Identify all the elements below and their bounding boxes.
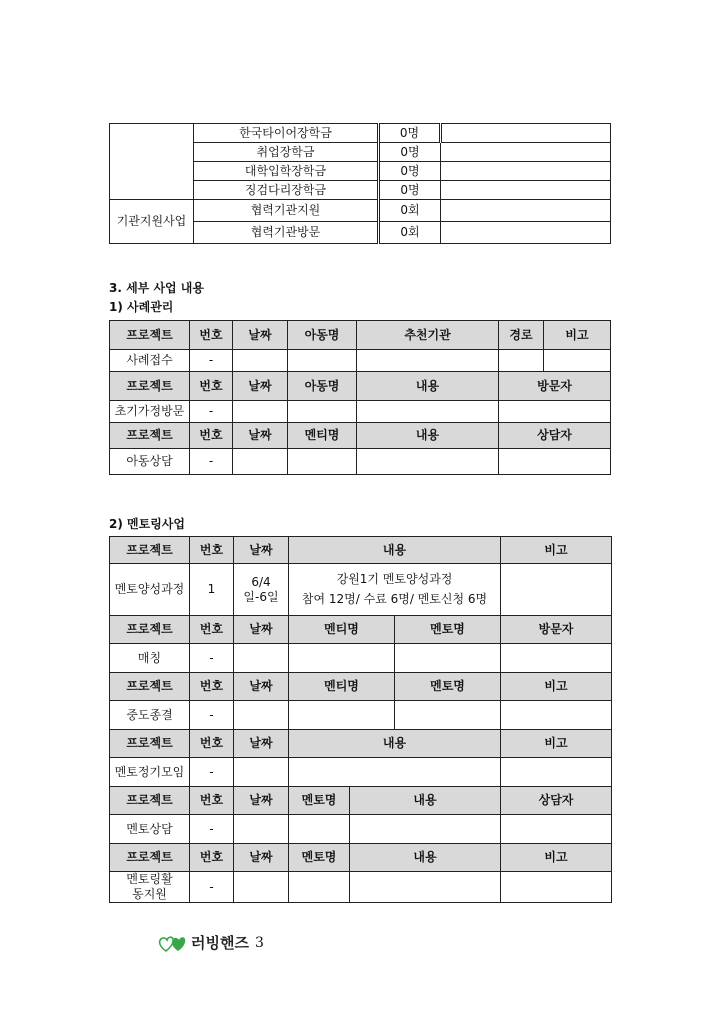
header-date: 날짜 [234, 730, 289, 758]
row-content [289, 564, 501, 616]
header-number: 번호 [190, 787, 234, 815]
row-project: 초기가정방문 [110, 401, 190, 423]
header-mentee-name: 멘티명 [289, 616, 395, 644]
row-number: 1 [190, 564, 234, 616]
header-content: 내용 [350, 844, 501, 872]
logo-text: 러빙핸즈 [191, 934, 249, 952]
header-counselor: 상담자 [501, 787, 612, 815]
header-date: 날짜 [234, 673, 289, 701]
row-name: 협력기관방문 [194, 222, 379, 244]
footer-logo [158, 932, 264, 953]
hands-logo-icon [158, 933, 188, 953]
section-3-title: 3. 세부 사업 내용 [109, 281, 204, 295]
header-mentor-name: 멘토명 [289, 844, 350, 872]
row-project: 멘토정기모임 [110, 758, 190, 787]
row-number: - [190, 350, 233, 372]
header-mentee-name: 멘티명 [289, 673, 395, 701]
row-name: 협력기관지원 [194, 200, 379, 222]
header-date: 날짜 [233, 321, 288, 350]
row-value: 0명 [379, 162, 441, 181]
case-management-table [109, 320, 611, 475]
header-referral: 추천기관 [357, 321, 499, 350]
header-number: 번호 [190, 423, 233, 449]
row-value: 0명 [379, 181, 441, 200]
row-number: - [190, 872, 234, 903]
row-project: 멘토상담 [110, 815, 190, 844]
row-number: - [190, 401, 233, 423]
header-child-name: 아동명 [288, 321, 357, 350]
row-project: 사례접수 [110, 350, 190, 372]
header-number: 번호 [190, 730, 234, 758]
header-content: 내용 [289, 730, 501, 758]
row-value: 0회 [379, 222, 441, 244]
header-number: 번호 [190, 616, 234, 644]
header-number: 번호 [190, 537, 234, 564]
header-project: 프로젝트 [110, 537, 190, 564]
row-number: - [190, 701, 234, 730]
header-mentor-name: 멘토명 [395, 616, 501, 644]
header-visitor: 방문자 [501, 616, 612, 644]
mentoring-title: 2) 멘토링사업 [109, 517, 185, 531]
header-content: 내용 [357, 423, 499, 449]
header-project: 프로젝트 [110, 730, 190, 758]
content-line-1: 강원1기 멘토양성과정 [336, 572, 453, 587]
content-line-2: 참여 12명/ 수료 6명/ 멘토신청 6명 [301, 591, 488, 606]
header-content: 내용 [357, 372, 499, 401]
header-date: 날짜 [234, 616, 289, 644]
header-project: 프로젝트 [110, 616, 190, 644]
header-date: 날짜 [234, 844, 289, 872]
header-route: 경로 [499, 321, 544, 350]
header-visitor: 방문자 [499, 372, 611, 401]
mentoring-table [109, 536, 612, 903]
row-project: 중도종결 [110, 701, 190, 730]
header-content: 내용 [289, 537, 501, 564]
header-mentee-name: 멘티명 [288, 423, 357, 449]
row-project: 멘토양성과정 [110, 564, 190, 616]
row-value: 0명 [379, 143, 441, 162]
case-management-title: 1) 사례관리 [109, 300, 174, 314]
row-number: - [190, 758, 234, 787]
header-number: 번호 [190, 321, 233, 350]
header-note: 비고 [501, 673, 612, 701]
header-note: 비고 [501, 844, 612, 872]
row-name: 대학입학장학금 [194, 162, 379, 181]
header-date: 날짜 [233, 423, 288, 449]
header-date: 날짜 [233, 372, 288, 401]
header-project: 프로젝트 [110, 423, 190, 449]
header-project: 프로젝트 [110, 673, 190, 701]
header-mentor-name: 멘토명 [289, 787, 350, 815]
header-content: 내용 [350, 787, 501, 815]
row-name: 취업장학금 [194, 143, 379, 162]
header-project: 프로젝트 [110, 321, 190, 350]
header-number: 번호 [190, 673, 234, 701]
row-name: 한국타이어장학금 [194, 124, 379, 143]
header-number: 번호 [190, 372, 233, 401]
header-project: 프로젝트 [110, 787, 190, 815]
header-note: 비고 [544, 321, 611, 350]
page-number: 3 [254, 934, 264, 951]
row-value: 0회 [379, 200, 441, 222]
header-mentor-name: 멘토명 [395, 673, 501, 701]
row-project: 멘토링활동지원 [110, 872, 190, 903]
row-value: 0명 [379, 124, 441, 143]
row-project: 아동상담 [110, 449, 190, 475]
group-label: 기관지원사업 [110, 200, 194, 244]
row-number: - [190, 644, 234, 673]
row-number: - [190, 449, 233, 475]
header-number: 번호 [190, 844, 234, 872]
header-date: 날짜 [234, 537, 289, 564]
row-project: 매칭 [110, 644, 190, 673]
group-cell-empty [110, 124, 194, 200]
scholarship-table [109, 123, 611, 244]
header-note: 비고 [501, 537, 612, 564]
row-date: 6/4일-6일 [234, 564, 289, 616]
header-note: 비고 [501, 730, 612, 758]
header-child-name: 아동명 [288, 372, 357, 401]
row-name: 징검다리장학금 [194, 181, 379, 200]
header-date: 날짜 [234, 787, 289, 815]
row-number: - [190, 815, 234, 844]
header-counselor: 상담자 [499, 423, 611, 449]
header-project: 프로젝트 [110, 372, 190, 401]
header-project: 프로젝트 [110, 844, 190, 872]
